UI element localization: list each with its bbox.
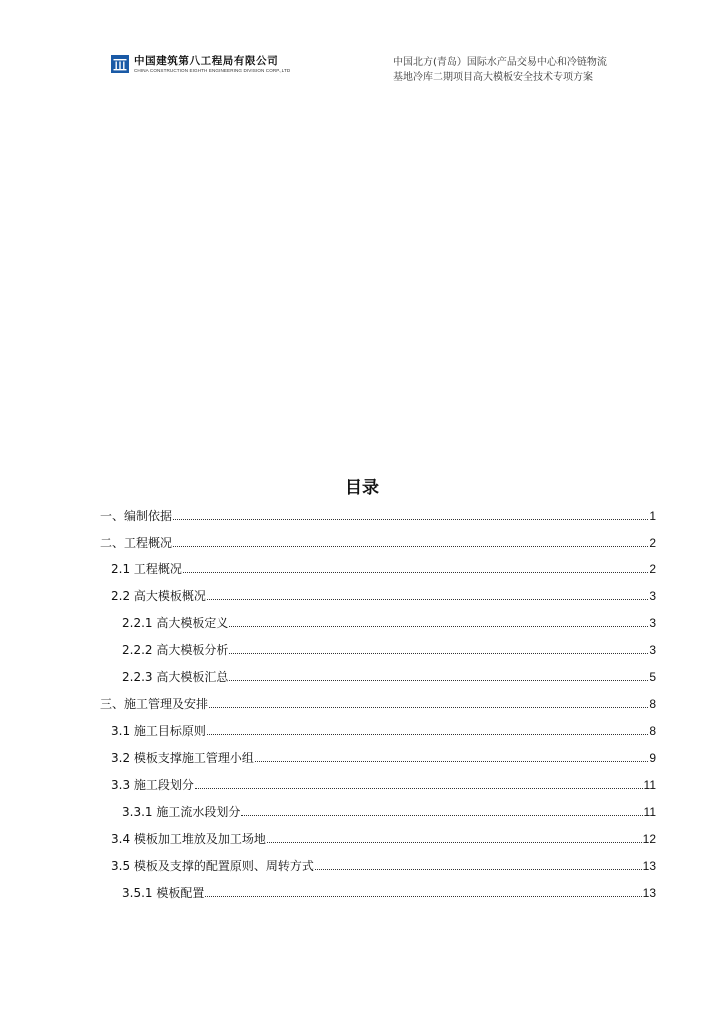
toc-entry-page: 13 — [642, 886, 656, 900]
toc-entry-label: 2.2.3 高大模板汇总 — [122, 670, 229, 684]
toc-leader-dots — [229, 680, 648, 681]
toc-entry-label: 2.2.1 高大模板定义 — [122, 616, 229, 630]
toc-entry-label: 3.3.1 施工流水段划分 — [122, 805, 241, 819]
toc-leader-dots — [229, 626, 648, 627]
toc-entry[interactable] — [111, 773, 656, 793]
toc-entry-page: 13 — [642, 859, 656, 873]
toc-entry[interactable] — [111, 746, 656, 766]
toc-leader-dots — [183, 572, 648, 573]
toc-entry-page: 8 — [649, 724, 656, 738]
toc-entry[interactable] — [100, 531, 656, 551]
toc-leader-dots — [315, 869, 642, 870]
toc-leader-dots — [173, 546, 648, 547]
toc-leader-dots — [205, 896, 641, 897]
toc-entry-page: 3 — [649, 616, 656, 630]
toc-entry-page: 12 — [642, 832, 656, 846]
toc-leader-dots — [207, 599, 648, 600]
toc-leader-dots — [229, 653, 648, 654]
toc-entry[interactable] — [111, 827, 656, 847]
project-title — [393, 55, 607, 85]
toc-entry-label: 3.5 模板及支撑的配置原则、周转方式 — [111, 859, 314, 873]
toc-leader-dots — [267, 842, 642, 843]
toc-entry-page: 9 — [649, 751, 656, 765]
project-title-line-2: 基地冷库二期项目高大模板安全技术专项方案 — [393, 72, 593, 83]
toc-entry[interactable] — [100, 692, 656, 712]
cscec-logo-icon — [111, 55, 129, 73]
toc-entry[interactable] — [111, 584, 656, 604]
toc-entry-label: 3.4 模板加工堆放及加工场地 — [111, 832, 266, 846]
company-name-cn: 中国建筑第八工程局有限公司 — [134, 55, 279, 67]
toc-entry[interactable] — [111, 854, 656, 874]
toc-entry[interactable] — [122, 638, 656, 658]
toc-entry[interactable] — [111, 719, 656, 739]
page-header — [0, 0, 724, 100]
toc-leader-dots — [207, 734, 648, 735]
toc-entry-page: 2 — [649, 562, 656, 576]
toc-entry[interactable] — [122, 665, 656, 685]
toc-entry-label: 2.1 工程概况 — [111, 562, 182, 576]
toc-entry[interactable] — [122, 881, 656, 901]
toc-entry[interactable] — [122, 800, 656, 820]
toc-entry-label: 三、施工管理及安排 — [100, 697, 209, 711]
toc-entry[interactable] — [100, 504, 656, 524]
toc-leader-dots — [241, 815, 642, 816]
toc-entry-page: 11 — [643, 778, 656, 792]
toc-entry-label: 3.3 施工段划分 — [111, 778, 194, 792]
toc-leader-dots — [173, 519, 648, 520]
toc-entry-label: 3.5.1 模板配置 — [122, 886, 205, 900]
toc-entry-label: 一、编制依据 — [100, 509, 173, 523]
toc-entry-label: 3.1 施工目标原则 — [111, 724, 206, 738]
toc-entry-page: 3 — [649, 643, 656, 657]
toc-entry[interactable] — [111, 557, 656, 577]
toc-entry-page: 2 — [649, 536, 656, 550]
toc-entry-label: 二、工程概况 — [100, 536, 173, 550]
toc-entry-page: 11 — [643, 805, 656, 819]
toc-entry-page: 8 — [649, 697, 656, 711]
company-name-en: CHINA CONSTRUCTION EIGHTH ENGINEERING DIVISION CORP.,LTD — [134, 68, 291, 73]
toc-entry-page: 1 — [649, 509, 656, 523]
toc-entry-page: 3 — [649, 589, 656, 603]
toc-entry-page: 5 — [649, 670, 656, 684]
project-title-line-1: 中国北方(青岛）国际水产品交易中心和冷链物流 — [393, 57, 607, 68]
toc-entry-label: 2.2.2 高大模板分析 — [122, 643, 229, 657]
toc-leader-dots — [195, 788, 643, 789]
toc-leader-dots — [209, 707, 648, 708]
toc-leader-dots — [255, 761, 648, 762]
toc-heading: 目录 — [345, 478, 379, 498]
company-logo — [111, 55, 290, 74]
toc-entry-label: 2.2 高大模板概况 — [111, 589, 206, 603]
toc-entry[interactable] — [122, 611, 656, 631]
toc-entry-label: 3.2 模板支撑施工管理小组 — [111, 751, 254, 765]
